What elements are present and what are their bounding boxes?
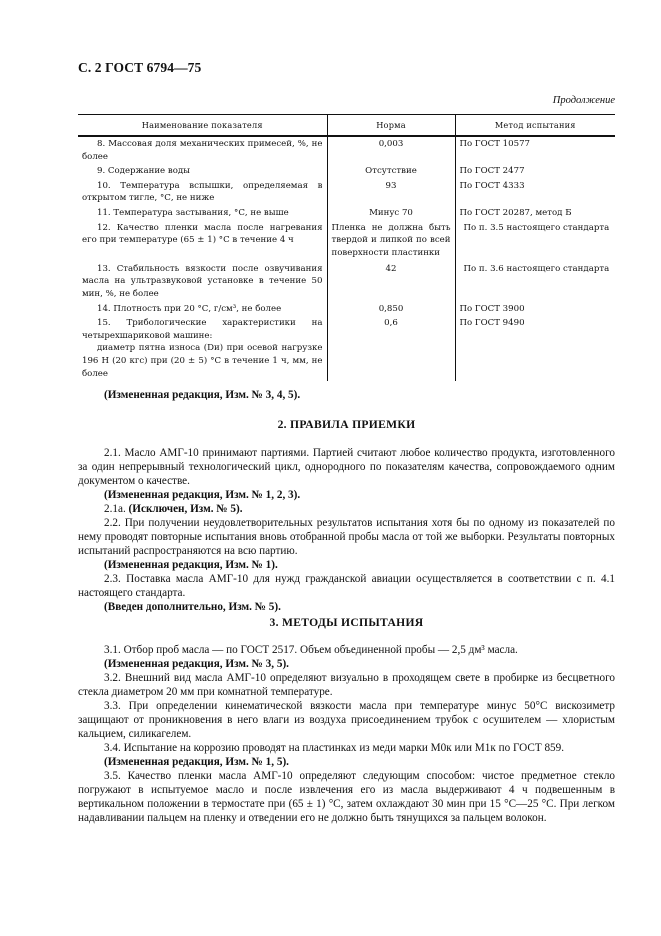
indicator-text: 13. Стабильность вязкости после озвучивания масла на ультразвуковой установке в течение 50 мин, %, не более xyxy=(82,263,323,299)
method-cell: По ГОСТ 10577 xyxy=(455,136,615,164)
indicator-text: 9. Содержание воды xyxy=(97,166,191,177)
table-header-row xyxy=(78,115,615,137)
norm-cell: 42 xyxy=(327,262,455,302)
method-cell: По ГОСТ 3900 xyxy=(455,302,615,317)
column-header-indicator: Наименование показателя xyxy=(78,115,327,137)
norm-cell: Пленка не должна быть твердой и липкой по всей поверхности пластинки xyxy=(327,221,455,262)
indicator-text: 8. Массовая доля механических примесей, %, не более xyxy=(82,139,323,162)
norm-cell: 93 xyxy=(327,179,455,206)
column-header-norm: Норма xyxy=(327,115,455,137)
indicator-cell xyxy=(78,136,327,164)
continuation-label: Продолжение xyxy=(552,95,615,106)
paragraph-3-3: 3.3. При определении кинематической вязкости масла при температуре минус 50°С вискозиметр защищают от проникновения в него влаги из воздуха присоединением трубок с осушителем — хлористым кальцием, силикагелем. xyxy=(78,700,615,740)
indicator-cell xyxy=(78,164,327,179)
amendment-note: (Измененная редакция, Изм. № 3, 5). xyxy=(104,658,289,670)
paragraph-2-1a xyxy=(78,502,615,516)
indicator-text: 15. Трибологические характеристики на четырехшариковой машине: xyxy=(82,318,323,341)
table-row xyxy=(78,262,615,302)
section-title-test-methods: 3. МЕТОДЫ ИСПЫТАНИЯ xyxy=(269,616,424,629)
norm-cell: 0,850 xyxy=(327,302,455,317)
indicator-cell xyxy=(78,262,327,302)
norm-cell: Отсутствие xyxy=(327,164,455,179)
section-test-methods-body xyxy=(78,643,615,825)
norm-cell: 0,6 xyxy=(327,316,455,381)
paragraph-number: 2.1а. xyxy=(104,503,126,515)
excluded-note: (Исключен, Изм. № 5). xyxy=(128,503,243,515)
amendment-note: (Измененная редакция, Изм. № 1, 2, 3). xyxy=(104,489,301,501)
section-title-acceptance: 2. ПРАВИЛА ПРИЕМКИ xyxy=(277,418,416,431)
section-acceptance-body xyxy=(78,446,615,614)
paragraph-3-1: 3.1. Отбор проб масла — по ГОСТ 2517. Объем объединенной пробы — 2,5 дм³ масла. xyxy=(104,644,518,656)
method-cell: По ГОСТ 2477 xyxy=(455,164,615,179)
amendment-note-table xyxy=(78,388,615,402)
amendment-note: (Измененная редакция, Изм. № 1, 5). xyxy=(104,756,289,768)
indicator-cell xyxy=(78,302,327,317)
paragraph-3-5: 3.5. Качество пленки масла АМГ-10 определяют следующим способом: чистое предметное стекло погружают в испытуемое масло и после извлечения его из масла выдерживают 4 ч подвешенным в вертикальном положении в термостате при (65 ± 1) °С, затем охлаждают 30 мин при 15 °С—25 °С. При легком надавливании пальцем на пленку и отведении его не должно быть тянущихся за пальцем волокон. xyxy=(78,770,615,824)
table-row xyxy=(78,164,615,179)
table-row xyxy=(78,206,615,221)
table-row xyxy=(78,136,615,164)
amendment-note: (Введен дополнительно, Изм. № 5). xyxy=(104,601,281,613)
indicator-cell xyxy=(78,206,327,221)
paragraph-2-3: 2.3. Поставка масла АМГ-10 для нужд гражданской авиации осуществляется в соответствии с п. 4.1 настоящего стандарта. xyxy=(78,573,615,599)
table-row xyxy=(78,221,615,262)
indicator-cell xyxy=(78,179,327,206)
indicator-text: 11. Температура застывания, °С, не выше xyxy=(97,207,289,218)
table-row xyxy=(78,302,615,317)
amendment-note: (Измененная редакция, Изм. № 1). xyxy=(104,559,278,571)
column-header-method: Метод испытания xyxy=(455,115,615,137)
norm-cell: Минус 70 xyxy=(327,206,455,221)
indicator-text: 12. Качество пленки масла после нагревания его при температуре (65 ± 1) °С в течение 4 ч xyxy=(82,222,323,246)
method-cell: По ГОСТ 9490 xyxy=(455,316,615,381)
method-cell: По ГОСТ 4333 xyxy=(455,179,615,206)
norm-cell: 0,003 xyxy=(327,136,455,164)
paragraph-2-2: 2.2. При получении неудовлетворительных результатов испытания хотя бы по одному из показателей по нему проводят повторные испытания вновь отобранной пробы масла от той же выборки. Результаты повторных испытаний распространяются на всю партию. xyxy=(78,517,615,557)
page-reference: С. 2 ГОСТ 6794—75 xyxy=(78,60,202,75)
paragraph-3-4: 3.4. Испытание на коррозию проводят на пластинках из меди марки М0к или М1к по ГОСТ 859. xyxy=(104,742,565,754)
method-cell: По п. 3.5 настоящего стандарта xyxy=(455,221,615,262)
indicator-text: 14. Плотность при 20 °С, г/см³, не более xyxy=(97,303,282,314)
indicator-cell xyxy=(78,221,327,262)
method-cell: По ГОСТ 20287, метод Б xyxy=(455,206,615,221)
paragraph-2-1: 2.1. Масло АМГ-10 принимают партиями. Партией считают любое количество продукта, изготовленного за один непрерывный технологический цикл, однородного по показателям качества, сопровождаемого одним документом о качестве. xyxy=(78,447,615,487)
table-row xyxy=(78,179,615,206)
specification-table xyxy=(78,114,615,381)
paragraph-3-2: 3.2. Внешний вид масла АМГ-10 определяют визуально в проходящем свете в пробирке из бесцветного стекла диаметром 20 мм при комнатной температуре. xyxy=(78,672,615,698)
indicator-cell xyxy=(78,316,327,381)
table-row xyxy=(78,316,615,381)
method-cell: По п. 3.6 настоящего стандарта xyxy=(455,262,615,302)
amendment-note: (Измененная редакция, Изм. № 3, 4, 5). xyxy=(104,389,301,401)
indicator-text: 10. Температура вспышки, определяемая в открытом тигле, °С, не ниже xyxy=(82,180,323,204)
indicator-subtext: диаметр пятна износа (Dи) при осевой нагрузке 196 Н (20 кгс) при (20 ± 5) °С в течение 1 ч, мм, не более xyxy=(82,343,323,379)
